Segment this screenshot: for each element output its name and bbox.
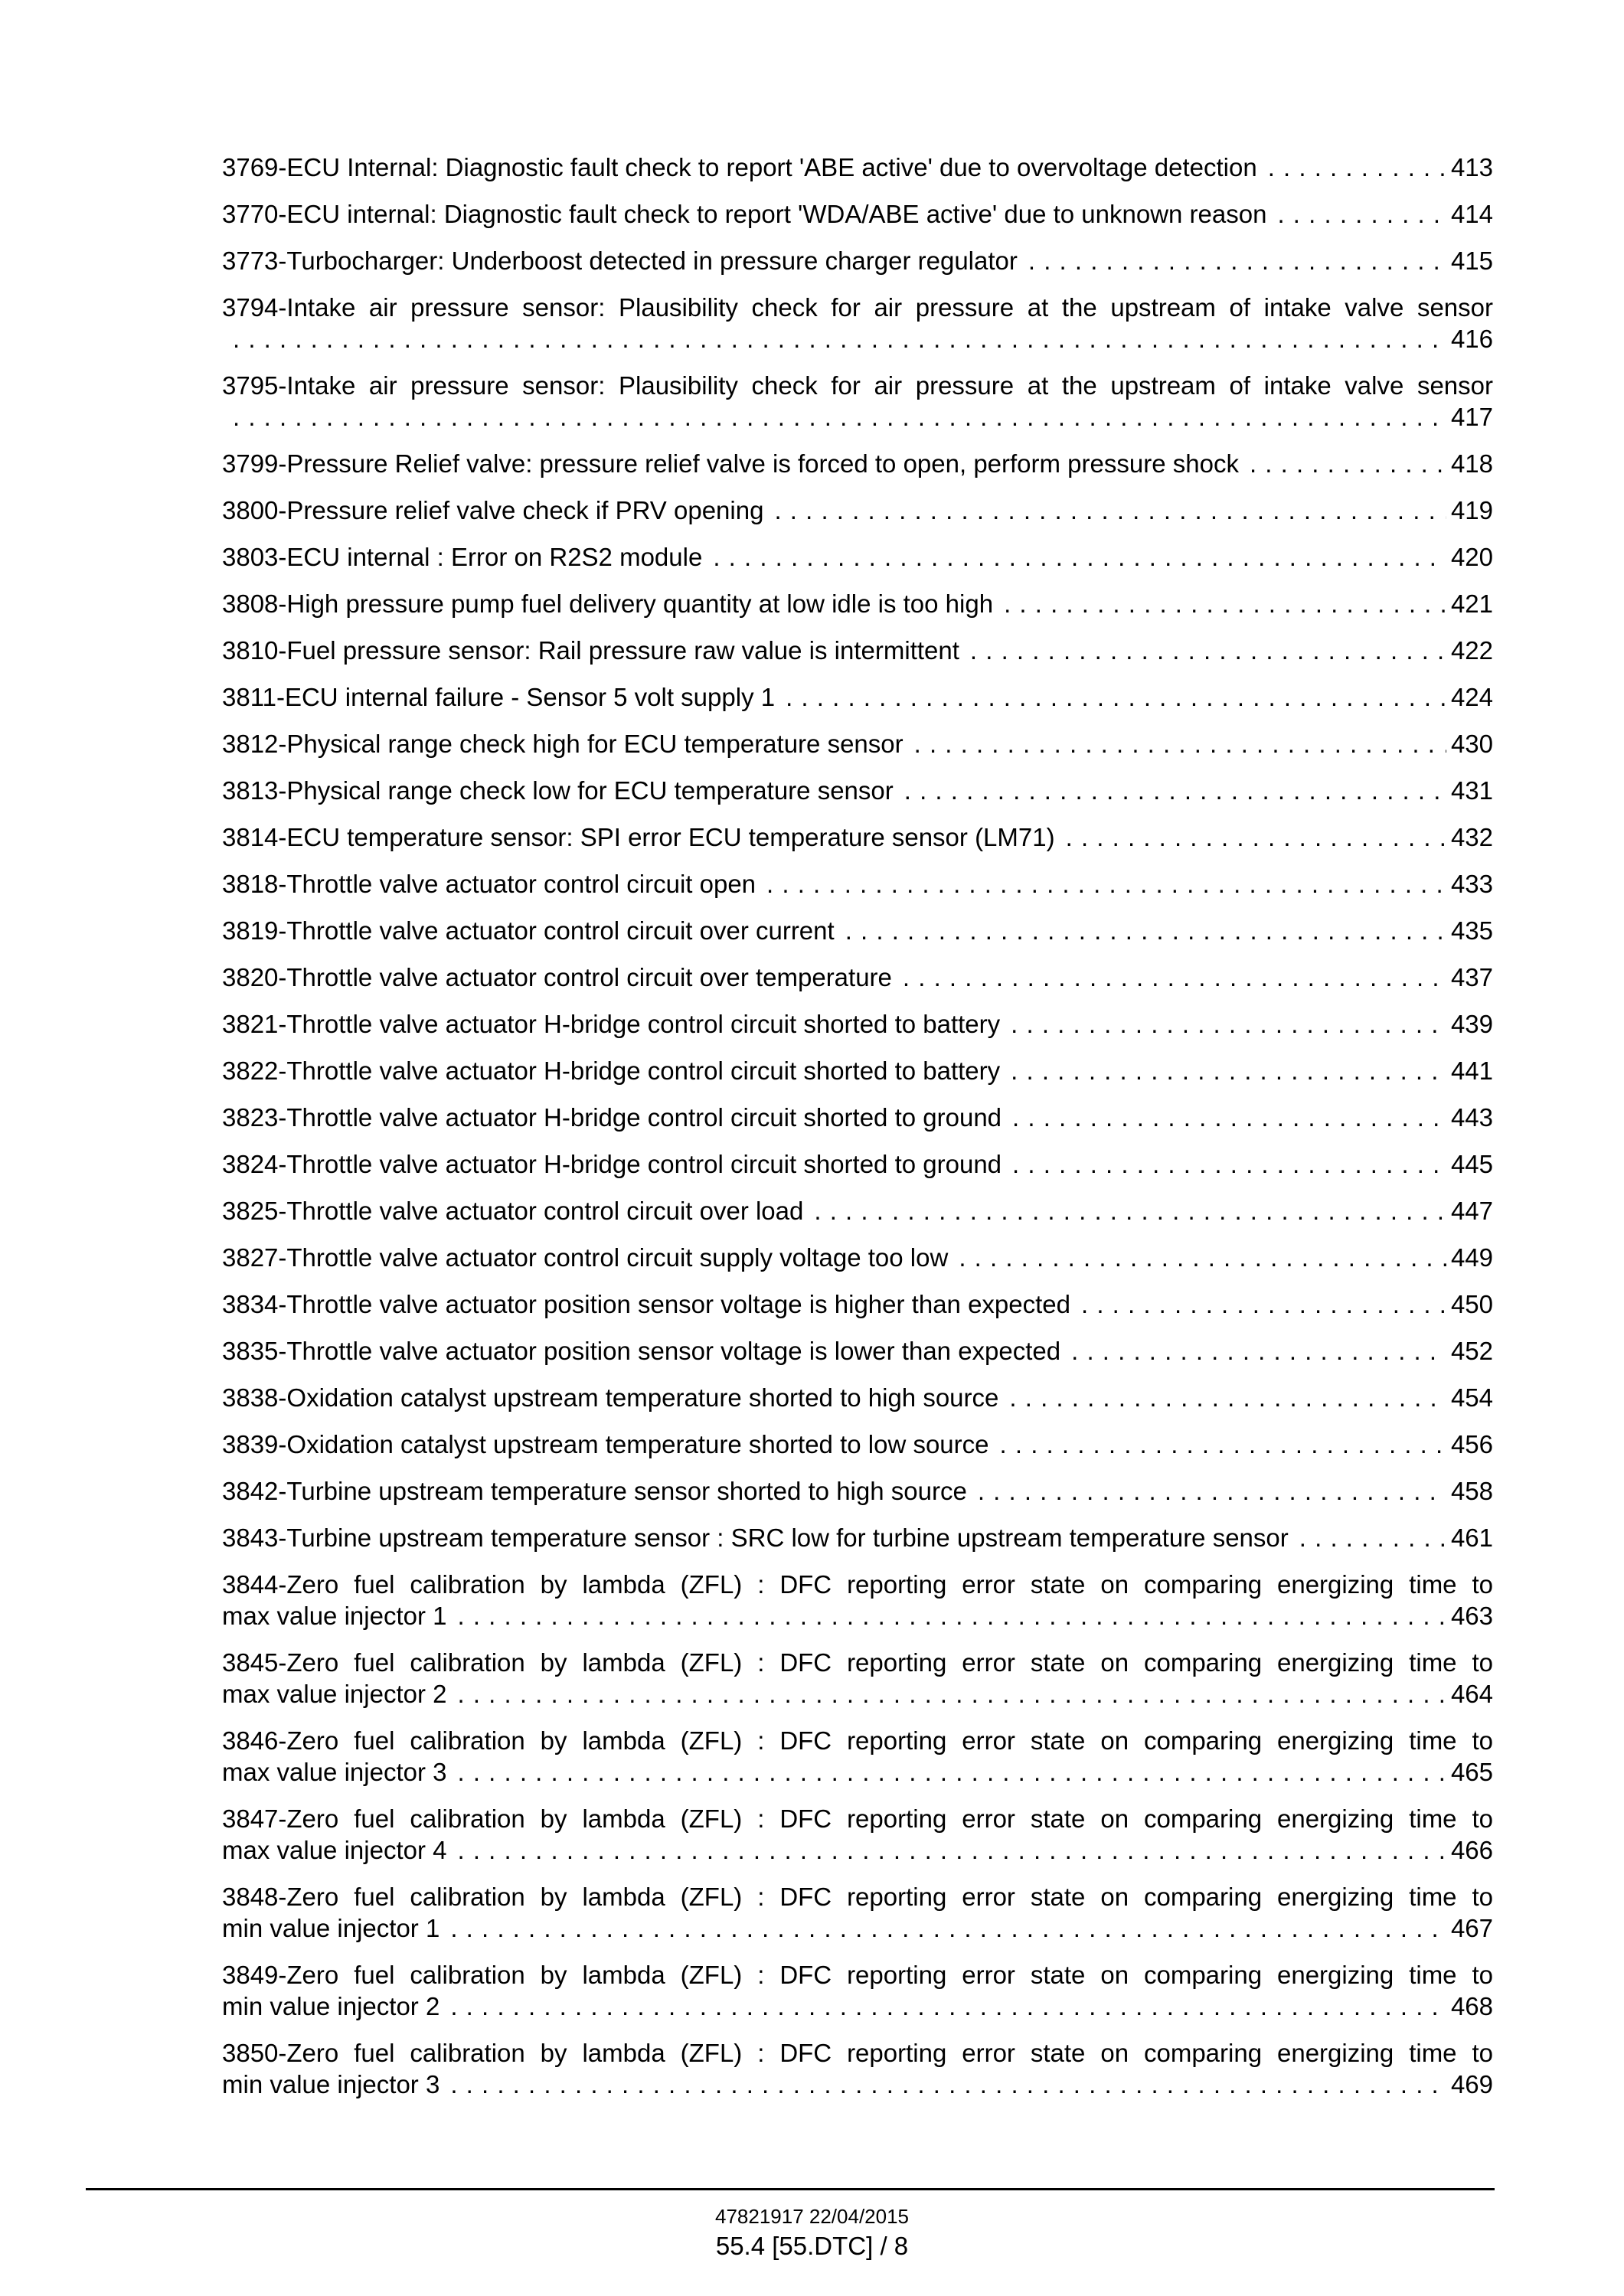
toc-entry[interactable] — [222, 635, 1493, 666]
dot-leader — [904, 775, 1446, 806]
dot-leader — [1299, 1522, 1446, 1553]
toc-entry-title: 3849-Zero fuel calibration by lambda (ZFL) : DFC reporting error state on comparing energizing time to — [222, 1961, 1493, 1989]
dot-leader — [1268, 152, 1446, 183]
dot-leader — [1011, 1008, 1446, 1040]
dot-leader — [457, 1756, 1446, 1788]
toc-entry-page: 464 — [1450, 1680, 1493, 1708]
toc-entry-page: 415 — [1450, 247, 1493, 275]
toc-entry-page: 418 — [1450, 449, 1493, 478]
toc-entry[interactable] — [222, 1475, 1493, 1507]
toc-entry-page: 441 — [1450, 1057, 1493, 1085]
toc-entry-page: 468 — [1450, 1992, 1493, 2020]
toc-entry[interactable] — [222, 1195, 1493, 1226]
toc-entry-page: 437 — [1450, 963, 1493, 991]
toc-entry-page: 461 — [1450, 1524, 1493, 1552]
toc-entry-continuation: max value injector 1 — [222, 1602, 447, 1630]
toc-entry[interactable] — [222, 292, 1493, 354]
toc-entry-page: 420 — [1450, 543, 1493, 571]
toc-entry-page: 433 — [1450, 870, 1493, 898]
toc-entry[interactable] — [222, 152, 1493, 183]
toc-entry-page: 430 — [1450, 730, 1493, 758]
toc-entry-title: 3811-ECU internal failure - Sensor 5 volt supply 1 — [222, 683, 776, 711]
toc-entry[interactable] — [222, 198, 1493, 230]
dot-leader — [1000, 1429, 1446, 1460]
document-id: 47821917 22/04/2015 — [714, 2205, 910, 2228]
dot-leader — [1011, 1055, 1446, 1086]
toc-entry-title: 3794-Intake air pressure sensor: Plausibility check for air pressure at the upstream of intake valve sensor — [222, 293, 1493, 322]
dot-leader — [1012, 1102, 1446, 1133]
toc-entry-page: 435 — [1450, 916, 1493, 945]
toc-entry[interactable] — [222, 1008, 1493, 1040]
toc-entry[interactable] — [222, 1288, 1493, 1320]
dot-leader — [1081, 1288, 1446, 1320]
toc-entry-title: 3808-High pressure pump fuel delivery quantity at low idle is too high — [222, 590, 994, 618]
toc-entry[interactable] — [222, 728, 1493, 759]
toc-entry-title: 3799-Pressure Relief valve: pressure relief valve is forced to open, perform pressure shock — [222, 449, 1239, 478]
toc-entry-title: 3844-Zero fuel calibration by lambda (ZFL) : DFC reporting error state on comparing energizing time to — [222, 1570, 1493, 1599]
dot-leader — [450, 2069, 1446, 2100]
toc-entry[interactable] — [222, 1647, 1493, 1710]
toc-entry-title: 3813-Physical range check low for ECU temperature sensor — [222, 776, 894, 805]
page-number: 55.4 [55.DTC] / 8 — [715, 2232, 909, 2260]
toc-entry-title: 3819-Throttle valve actuator control circuit over current — [222, 916, 835, 945]
dot-leader — [450, 1991, 1446, 2022]
dot-leader — [814, 1195, 1446, 1226]
toc-entry-title: 3770-ECU internal: Diagnostic fault check to report 'WDA/ABE active' due to unknown reason — [222, 200, 1267, 228]
toc-entry[interactable] — [222, 1959, 1493, 2022]
toc-entry-page: 465 — [1450, 1758, 1493, 1786]
toc-entry[interactable] — [222, 1725, 1493, 1788]
toc-entry[interactable] — [222, 962, 1493, 993]
toc-entry[interactable] — [222, 915, 1493, 946]
toc-entry[interactable] — [222, 1522, 1493, 1553]
toc-entry-title: 3848-Zero fuel calibration by lambda (ZFL) : DFC reporting error state on comparing energizing time to — [222, 1883, 1493, 1911]
toc-entry-page: 417 — [1450, 403, 1493, 431]
toc-entry-continuation: min value injector 2 — [222, 1992, 440, 2020]
toc-entry-title: 3827-Throttle valve actuator control circuit supply voltage too low — [222, 1243, 949, 1272]
toc-entry-title: 3842-Turbine upstream temperature sensor shorted to high source — [222, 1477, 967, 1505]
toc-entry-title: 3769-ECU Internal: Diagnostic fault check to report 'ABE active' due to overvoltage detection — [222, 153, 1257, 181]
toc-entry-page: 432 — [1450, 823, 1493, 851]
toc-entry-title: 3821-Throttle valve actuator H-bridge control circuit shorted to battery — [222, 1010, 1001, 1038]
toc-entry-title: 3803-ECU internal : Error on R2S2 module — [222, 543, 703, 571]
toc-entry-title: 3845-Zero fuel calibration by lambda (ZFL) : DFC reporting error state on comparing energizing time to — [222, 1648, 1493, 1677]
dot-leader — [978, 1475, 1446, 1507]
toc-entry[interactable] — [222, 1803, 1493, 1866]
dot-leader — [1071, 1335, 1446, 1367]
toc-entry[interactable] — [222, 1335, 1493, 1367]
toc-entry-title: 3825-Throttle valve actuator control circuit over load — [222, 1197, 804, 1225]
toc-entry[interactable] — [222, 541, 1493, 573]
toc-entry-page: 419 — [1450, 496, 1493, 524]
toc-entry-page: 467 — [1450, 1914, 1493, 1942]
toc-entry[interactable] — [222, 1881, 1493, 1944]
toc-entry-page: 466 — [1450, 1836, 1493, 1864]
toc-entry-page: 454 — [1450, 1383, 1493, 1412]
toc-entry-page: 469 — [1450, 2070, 1493, 2098]
toc-entry[interactable] — [222, 1429, 1493, 1460]
toc-entry[interactable] — [222, 2037, 1493, 2100]
toc-entry-page: 422 — [1450, 636, 1493, 665]
toc-entry-page: 431 — [1450, 776, 1493, 805]
toc-entry[interactable] — [222, 1148, 1493, 1180]
toc-entry-title: 3835-Throttle valve actuator position sensor voltage is lower than expected — [222, 1337, 1061, 1365]
toc-entry-page: 447 — [1450, 1197, 1493, 1225]
toc-entry-continuation: max value injector 3 — [222, 1758, 447, 1786]
toc-entry-continuation: min value injector 1 — [222, 1914, 440, 1942]
toc-entry-title: 3820-Throttle valve actuator control circuit over temperature — [222, 963, 892, 991]
toc-entry-page: 450 — [1450, 1290, 1493, 1318]
dot-leader — [845, 915, 1446, 946]
dot-leader — [914, 728, 1446, 759]
toc-entry[interactable] — [222, 588, 1493, 619]
footer-divider — [86, 2188, 1495, 2190]
toc-entry-page: 413 — [1450, 153, 1493, 181]
dot-leader — [457, 1678, 1446, 1710]
dot-leader — [766, 868, 1446, 900]
toc-entry[interactable] — [222, 495, 1493, 526]
toc-entry-title: 3812-Physical range check high for ECU temperature sensor — [222, 730, 903, 758]
toc-entry[interactable] — [222, 868, 1493, 900]
toc-entry[interactable] — [222, 821, 1493, 853]
toc-entry-page: 439 — [1450, 1010, 1493, 1038]
dot-leader — [457, 1834, 1446, 1866]
dot-leader — [970, 635, 1446, 666]
toc-entry-title: 3795-Intake air pressure sensor: Plausibility check for air pressure at the upstream of intake valve sensor — [222, 371, 1493, 400]
table-of-contents — [222, 152, 1493, 2115]
toc-entry-continuation: min value injector 3 — [222, 2070, 440, 2098]
toc-entry-page: 414 — [1450, 200, 1493, 228]
dot-leader — [233, 323, 1446, 354]
toc-entry-page: 452 — [1450, 1337, 1493, 1365]
dot-leader — [786, 681, 1446, 713]
toc-entry-continuation: max value injector 2 — [222, 1680, 447, 1708]
toc-entry[interactable] — [222, 1569, 1493, 1631]
dot-leader — [1009, 1382, 1446, 1413]
dot-leader — [1250, 448, 1446, 479]
dot-leader — [713, 541, 1446, 573]
toc-entry[interactable] — [222, 775, 1493, 806]
toc-entry-page: 421 — [1450, 590, 1493, 618]
dot-leader — [959, 1242, 1446, 1273]
dot-leader — [233, 401, 1446, 433]
toc-entry-title: 3814-ECU temperature sensor: SPI error ECU temperature sensor (LM71) — [222, 823, 1055, 851]
toc-entry[interactable] — [222, 1102, 1493, 1133]
dot-leader — [774, 495, 1446, 526]
toc-entry-page: 416 — [1450, 325, 1493, 353]
toc-entry[interactable] — [222, 245, 1493, 276]
dot-leader — [1277, 198, 1446, 230]
toc-entry-title: 3834-Throttle valve actuator position sensor voltage is higher than expected — [222, 1290, 1070, 1318]
dot-leader — [457, 1600, 1446, 1631]
toc-entry[interactable] — [222, 1242, 1493, 1273]
toc-entry-page: 445 — [1450, 1150, 1493, 1178]
toc-entry-page: 424 — [1450, 683, 1493, 711]
toc-entry-title: 3822-Throttle valve actuator H-bridge control circuit shorted to battery — [222, 1057, 1001, 1085]
toc-entry-page: 463 — [1450, 1602, 1493, 1630]
toc-entry-title: 3773-Turbocharger: Underboost detected in pressure charger regulator — [222, 247, 1018, 275]
toc-entry-title: 3810-Fuel pressure sensor: Rail pressure raw value is intermittent — [222, 636, 959, 665]
toc-entry-title: 3818-Throttle valve actuator control circuit open — [222, 870, 756, 898]
toc-entry[interactable] — [222, 448, 1493, 479]
toc-entry-page: 449 — [1450, 1243, 1493, 1272]
toc-entry-title: 3846-Zero fuel calibration by lambda (ZFL) : DFC reporting error state on comparing energizing time to — [222, 1726, 1493, 1755]
dot-leader — [1028, 245, 1446, 276]
toc-entry[interactable] — [222, 370, 1493, 433]
toc-entry-title: 3824-Throttle valve actuator H-bridge control circuit shorted to ground — [222, 1150, 1002, 1178]
toc-entry-title: 3838-Oxidation catalyst upstream temperature shorted to high source — [222, 1383, 999, 1412]
dot-leader — [1012, 1148, 1446, 1180]
dot-leader — [1066, 821, 1446, 853]
toc-entry-title: 3847-Zero fuel calibration by lambda (ZFL) : DFC reporting error state on comparing energizing time to — [222, 1804, 1493, 1833]
dot-leader — [450, 1912, 1446, 1944]
toc-entry[interactable] — [222, 681, 1493, 713]
toc-entry[interactable] — [222, 1055, 1493, 1086]
toc-entry[interactable] — [222, 1382, 1493, 1413]
toc-entry-title: 3800-Pressure relief valve check if PRV opening — [222, 496, 764, 524]
toc-entry-title: 3850-Zero fuel calibration by lambda (ZFL) : DFC reporting error state on comparing energizing time to — [222, 2039, 1493, 2067]
toc-entry-page: 443 — [1450, 1103, 1493, 1132]
dot-leader — [903, 962, 1446, 993]
toc-entry-title: 3839-Oxidation catalyst upstream temperature shorted to low source — [222, 1430, 989, 1458]
toc-entry-title: 3823-Throttle valve actuator H-bridge control circuit shorted to ground — [222, 1103, 1002, 1132]
toc-entry-title: 3843-Turbine upstream temperature sensor : SRC low for turbine upstream temperature sensor — [222, 1524, 1289, 1552]
toc-entry-page: 458 — [1450, 1477, 1493, 1505]
dot-leader — [1004, 588, 1446, 619]
toc-entry-page: 456 — [1450, 1430, 1493, 1458]
toc-entry-continuation: max value injector 4 — [222, 1836, 447, 1864]
